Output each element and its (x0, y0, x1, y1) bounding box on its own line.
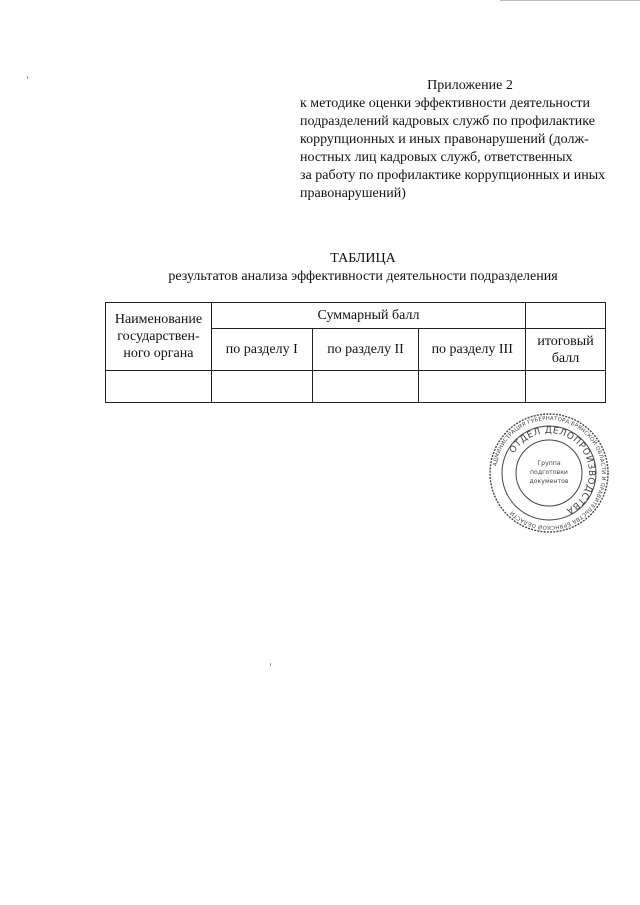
header-organ-name (106, 303, 212, 371)
table-row (106, 371, 606, 403)
table-cell (312, 371, 419, 403)
stamp-outer-text: АДМИНИСТРАЦИЯ ГУБЕРНАТОРА БРЯНСКОЙ ОБЛАСТИ И ПРАВИТЕЛЬСТВА БРЯНСКОЙ ОБЛАСТИ (492, 415, 607, 531)
appendix-line: к методике оценки эффективности деятельности (300, 96, 591, 111)
appendix-description (300, 95, 640, 203)
header-section-3: по разделу III (419, 329, 526, 371)
appendix-title: Приложение 2 (427, 78, 513, 93)
header-final-score (526, 329, 606, 371)
table-cell (106, 371, 212, 403)
header-section-2: по разделу II (312, 329, 419, 371)
stamp-center-line: подготовки (530, 469, 568, 476)
header-line: ного органа (123, 346, 194, 361)
appendix-line: правонарушений) (300, 186, 406, 201)
office-stamp (488, 412, 610, 534)
table-cell (211, 371, 312, 403)
header-section-1: по разделу I (211, 329, 312, 371)
header-line: балл (551, 350, 580, 366)
stamp-center-line: Группа (537, 460, 561, 467)
header-line: Наименование (114, 312, 203, 327)
scan-speck (27, 76, 28, 79)
appendix-line: коррупционных и иных правонарушений (долж- (300, 132, 589, 147)
results-table (105, 302, 606, 403)
scan-speck (270, 663, 271, 666)
appendix-line: ностных лиц кадровых служб, ответственных (300, 150, 573, 165)
table-cell (419, 371, 526, 403)
page-top-border (500, 0, 640, 1)
appendix-line: за работу по профилактике коррупционных и иных (300, 168, 606, 183)
document-heading: ТАБЛИЦА (330, 251, 396, 266)
header-line: итоговый (537, 333, 594, 349)
header-line: государствен- (117, 329, 200, 344)
header-empty-cell (526, 303, 606, 329)
table-header-row (106, 303, 606, 329)
appendix-line: подразделений кадровых служб по профилактике (300, 114, 595, 129)
document-subheading: результатов анализа эффективности деятельности подразделения (168, 269, 558, 284)
stamp-inner-text: ОТДЕЛ ДЕЛОПРОИЗВОДСТВА (508, 425, 597, 516)
header-total-score-group: Суммарный балл (211, 303, 525, 329)
table-cell (526, 371, 606, 403)
stamp-center-line: документов (529, 478, 569, 485)
